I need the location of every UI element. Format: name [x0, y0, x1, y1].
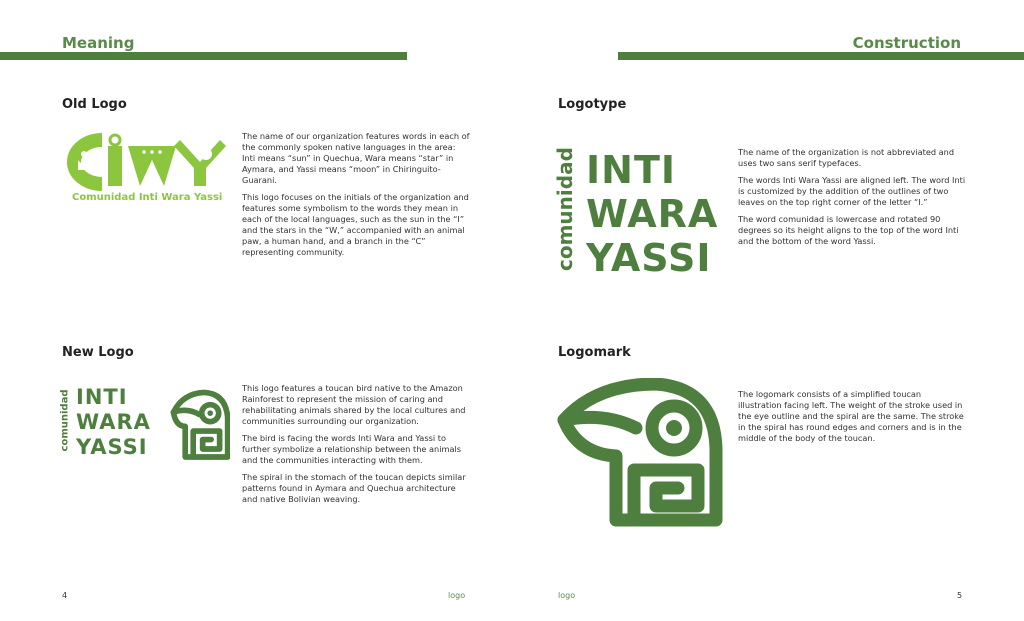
- new-logo-paragraph-3: The spiral in the stomach of the toucan depicts similar patterns found in Aymara and Quechua architecture and native Bolivian weaving.: [242, 472, 466, 504]
- page-number-right: 5: [957, 591, 963, 600]
- logotype-paragraph-1: The name of the organization is not abbreviated and uses two sans serif typefaces.: [738, 147, 955, 168]
- section-title-construction: Construction: [852, 34, 961, 52]
- new-logo-comunidad: comunidad: [59, 389, 71, 452]
- new-logo-heading: New Logo: [62, 345, 134, 360]
- toucan-mark-small: [164, 385, 230, 463]
- old-logo-paragraph-2: This logo focuses on the initials of the organization and features some symbolism to the words they mean in each of the local languages, such as the sun in the “I” and the stars in the “W,” accompanied with an animal paw, a human hand, and a branch in the “C” representing community.: [242, 192, 469, 257]
- toucan-logomark: [556, 378, 726, 528]
- page-number-left: 4: [62, 591, 68, 600]
- old-logo-image: [62, 132, 227, 207]
- logotype-paragraph-3: The word comunidad is lowercase and rotated 90 degrees so its height aligns to the top of the word Inti and the bottom of the word Yassi.: [738, 214, 959, 246]
- logomark-paragraph-1: The logomark consists of a simplified toucan illustration facing left. The weight of the stroke used in the eye outline and the spiral are the same. The stroke in the spiral has round edges and corners and is in the middle of the body of the toucan.: [738, 389, 964, 443]
- logotype-word-inti: INTI: [586, 148, 677, 192]
- section-title-meaning: Meaning: [62, 34, 135, 52]
- new-logo-paragraph-1: This logo features a toucan bird native to the Amazon Rainforest to represent the mission of caring and rehabilitating animals shared by the local cultures and communities surrounding our organization.: [242, 383, 466, 426]
- logotype-paragraph-2: The words Inti Wara Yassi are aligned left. The word Inti is customized by the addition of the outlines of two leaves on the top right corner of the letter “I.”: [738, 175, 966, 207]
- logomark-heading: Logomark: [558, 345, 631, 360]
- old-logo-heading: Old Logo: [62, 97, 127, 112]
- new-logo-word-wara: WARA: [76, 410, 151, 434]
- logotype-comunidad: comunidad: [553, 147, 577, 271]
- logotype-word-wara: WARA: [586, 192, 719, 236]
- new-logo-word-yassi: YASSI: [76, 435, 148, 459]
- header-rule-right: [618, 52, 1024, 60]
- new-logo-paragraph-2: The bird is facing the words Inti Wara and Yassi to further symbolize a relationship between the animals and the communities interacting with them.: [242, 433, 462, 465]
- footer-label-right: logo: [558, 591, 576, 600]
- new-logo-word-inti: INTI: [76, 385, 128, 409]
- logomark-description: [738, 389, 966, 450]
- logotype-word-yassi: YASSI: [586, 236, 712, 280]
- old-logo-description: [242, 131, 470, 264]
- logotype-heading: Logotype: [558, 97, 627, 112]
- logotype-image: [553, 147, 726, 280]
- new-logo-description: [242, 383, 470, 511]
- header-rule-left: [0, 52, 407, 60]
- footer-label-left: logo: [448, 591, 466, 600]
- old-logo-caption: Comunidad Inti Wara Yassi: [72, 192, 223, 203]
- old-logo-paragraph-1: The name of our organization features words in each of the commonly spoken native languages in the area: Inti means “sun” in Quechua, Wara means “star” in Aymara, and Yassi means “moon” in Chiringuito-Guarani.: [242, 131, 470, 185]
- new-logo-image: [59, 385, 230, 463]
- logotype-description: [738, 147, 966, 253]
